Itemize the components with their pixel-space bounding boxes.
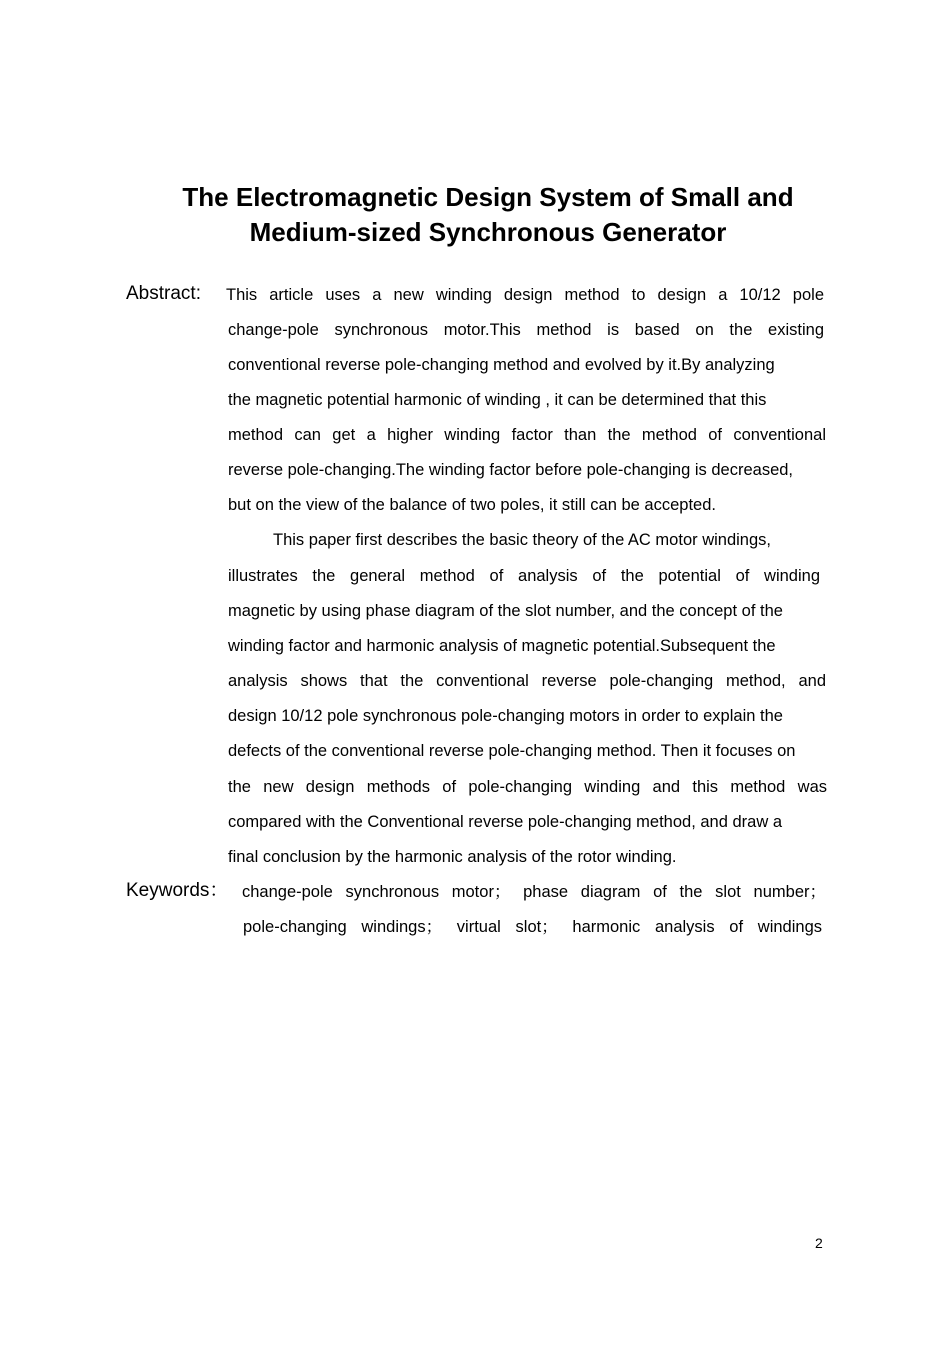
abstract-line: defects of the conventional reverse pole-changing method. Then it focuses on — [228, 742, 796, 760]
abstract-line: but on the view of the balance of two poles, it still can be accepted. — [228, 496, 716, 514]
document-title — [0, 180, 950, 250]
keywords-line: change-pole synchronous motor； phase diagram of the slot number； — [242, 883, 826, 901]
abstract-line: illustrates the general method of analysis of the potential of winding — [228, 567, 820, 585]
abstract-line: conventional reverse pole-changing method and evolved by it.By analyzing — [228, 356, 775, 374]
abstract-line: the magnetic potential harmonic of winding , it can be determined that this — [228, 391, 767, 409]
title-line-2: Medium-sized Synchronous Generator — [249, 217, 727, 247]
keywords-label: Keywords： — [126, 880, 229, 901]
abstract-line: change-pole synchronous motor.This method is based on the existing — [228, 321, 824, 339]
abstract-line: design 10/12 pole synchronous pole-changing motors in order to explain the — [228, 707, 783, 725]
abstract-line: method can get a higher winding factor than the method of conventional — [228, 426, 826, 444]
abstract-line: the new design methods of pole-changing winding and this method was — [228, 778, 827, 796]
abstract-line: compared with the Conventional reverse pole-changing method, and draw a — [228, 813, 782, 831]
page-number: 2 — [815, 1235, 823, 1251]
abstract-line: This paper first describes the basic theory of the AC motor windings, — [273, 531, 771, 549]
abstract-line: winding factor and harmonic analysis of magnetic potential.Subsequent the — [228, 637, 776, 655]
abstract-line: This article uses a new winding design method to design a 10/12 pole — [226, 286, 824, 304]
abstract-label: Abstract: — [126, 283, 201, 304]
abstract-line: analysis shows that the conventional reverse pole-changing method, and — [228, 672, 826, 690]
abstract-line: magnetic by using phase diagram of the slot number, and the concept of the — [228, 602, 783, 620]
title-line-1: The Electromagnetic Design System of Small and — [182, 182, 794, 212]
keywords-line: pole-changing windings； virtual slot； harmonic analysis of windings — [243, 918, 822, 936]
abstract-line: final conclusion by the harmonic analysis of the rotor winding. — [228, 848, 677, 866]
abstract-line: reverse pole-changing.The winding factor before pole-changing is decreased, — [228, 461, 794, 479]
